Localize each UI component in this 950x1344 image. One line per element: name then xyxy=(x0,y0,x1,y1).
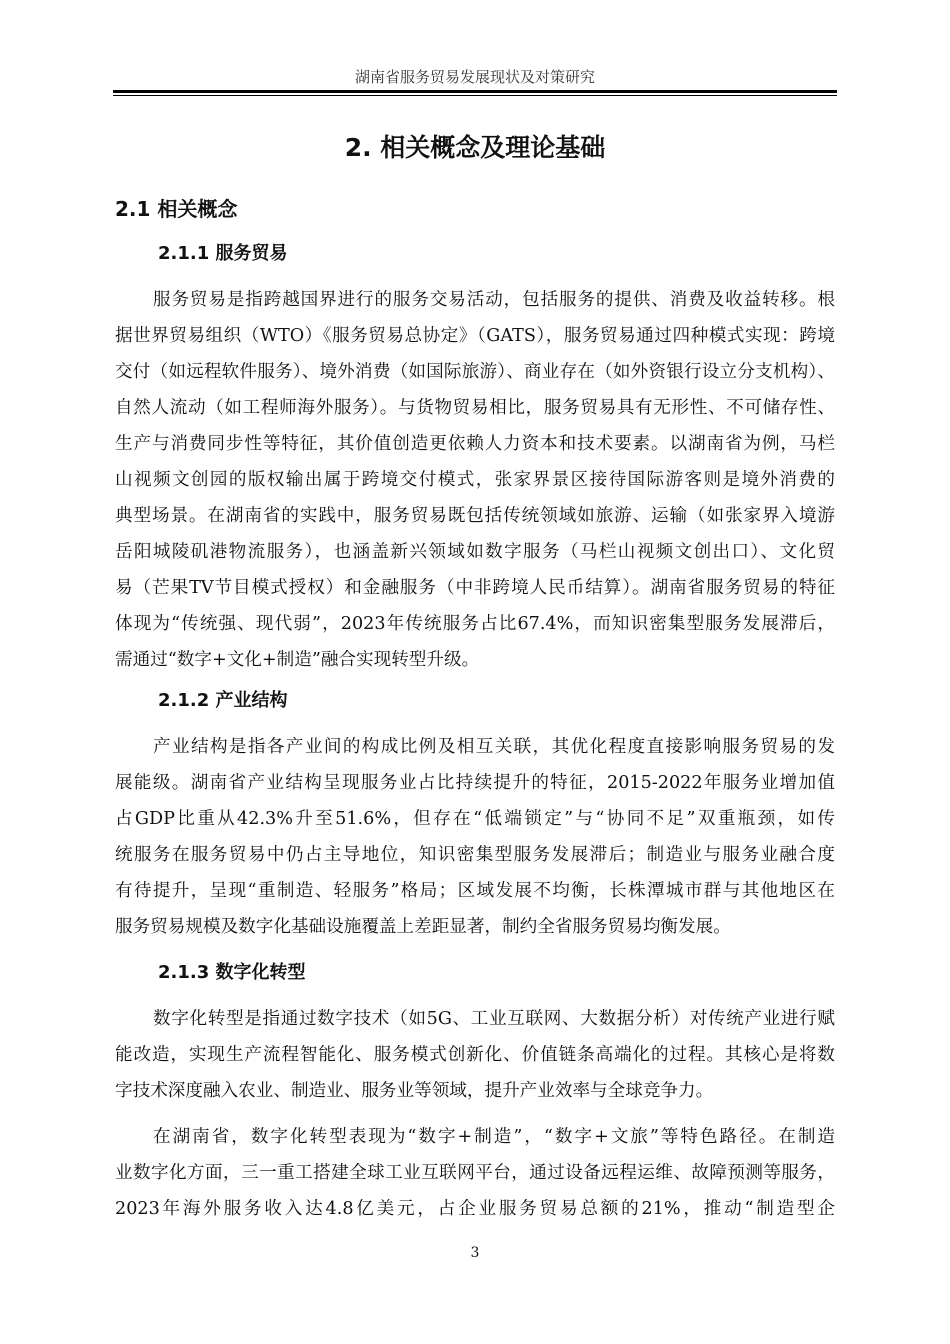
header-rule-thin xyxy=(113,95,837,96)
text-line: 服务贸易规模及数字化基础设施覆盖上差距显著，制约全省服务贸易均衡发展。 xyxy=(115,917,731,937)
text-line: 字技术深度融入农业、制造业、服务业等领域，提升产业效率与全球竞争力。 xyxy=(115,1081,714,1101)
text-line: 自然人流动（如工程师海外服务）。与货物贸易相比，服务贸易具有无形性、不可储存性、 xyxy=(115,398,835,418)
text-line: 交付（如远程软件服务）、境外消费（如国际旅游）、商业存在（如外资银行设立分支机构）、 xyxy=(115,362,835,382)
text-line: 产业结构是指各产业间的构成比例及相互关联，其优化程度直接影响服务贸易的发 xyxy=(153,737,835,757)
paragraph xyxy=(115,1119,835,1227)
section-heading: 2.1 相关概念 xyxy=(115,197,238,221)
text-line: 易（芒果TV节目模式授权）和金融服务（中非跨境人民币结算）。湖南省服务贸易的特征 xyxy=(115,578,835,598)
text-line: 业数字化方面，三一重工搭建全球工业互联网平台，通过设备远程运维、故障预测等服务， xyxy=(115,1163,835,1183)
paragraph xyxy=(115,1001,835,1109)
text-line: 岳阳城陵矶港物流服务），也涵盖新兴领域如数字服务（马栏山视频文创出口）、文化贸 xyxy=(115,542,835,562)
paragraph xyxy=(115,729,835,945)
text-line: 典型场景。在湖南省的实践中，服务贸易既包括传统领域如旅游、运输（如张家界入境游 xyxy=(115,506,835,526)
text-line: 数字化转型是指通过数字技术（如5G、工业互联网、大数据分析）对传统产业进行赋 xyxy=(153,1009,835,1029)
subsection-heading: 2.1.1 服务贸易 xyxy=(158,243,288,264)
text-line: 据世界贸易组织（WTO）《服务贸易总协定》（GATS），服务贸易通过四种模式实现：跨境 xyxy=(115,326,835,346)
text-line: 2023年海外服务收入达4.8亿美元，占企业服务贸易总额的21%，推动“制造型企 xyxy=(115,1199,835,1219)
running-header: 湖南省服务贸易发展现状及对策研究 xyxy=(354,68,595,86)
subsection-heading: 2.1.3 数字化转型 xyxy=(158,962,306,983)
text-line: 需通过“数字+文化+制造”融合实现转型升级。 xyxy=(115,650,480,670)
subsection-heading: 2.1.2 产业结构 xyxy=(158,690,288,711)
text-line: 在湖南省，数字化转型表现为“数字+制造”，“数字+文旅”等特色路径。在制造 xyxy=(153,1127,835,1147)
text-line: 能改造，实现生产流程智能化、服务模式创新化、价值链条高端化的过程。其核心是将数 xyxy=(115,1045,835,1065)
page-number: 3 xyxy=(470,1245,480,1261)
paragraph xyxy=(115,282,835,678)
header-rule-thick xyxy=(113,90,837,93)
text-line: 展能级。湖南省产业结构呈现服务业占比持续提升的特征，2015-2022年服务业增加值 xyxy=(115,773,835,793)
text-line: 生产与消费同步性等特征，其价值创造更依赖人力资本和技术要素。以湖南省为例，马栏 xyxy=(115,434,835,454)
text-line: 体现为“传统强、现代弱”，2023年传统服务占比67.4%，而知识密集型服务发展滞后， xyxy=(115,614,835,634)
text-line: 服务贸易是指跨越国界进行的服务交易活动，包括服务的提供、消费及收益转移。根 xyxy=(153,290,835,310)
text-line: 山视频文创园的版权输出属于跨境交付模式，张家界景区接待国际游客则是境外消费的 xyxy=(115,470,835,490)
chapter-title: 2. 相关概念及理论基础 xyxy=(344,133,606,162)
text-line: 占GDP比重从42.3%升至51.6%，但存在“低端锁定”与“协同不足”双重瓶颈，如传 xyxy=(115,809,835,829)
text-line: 统服务在服务贸易中仍占主导地位，知识密集型服务发展滞后；制造业与服务业融合度 xyxy=(115,845,835,865)
text-line: 有待提升，呈现“重制造、轻服务”格局；区域发展不均衡，长株潭城市群与其他地区在 xyxy=(115,881,835,901)
